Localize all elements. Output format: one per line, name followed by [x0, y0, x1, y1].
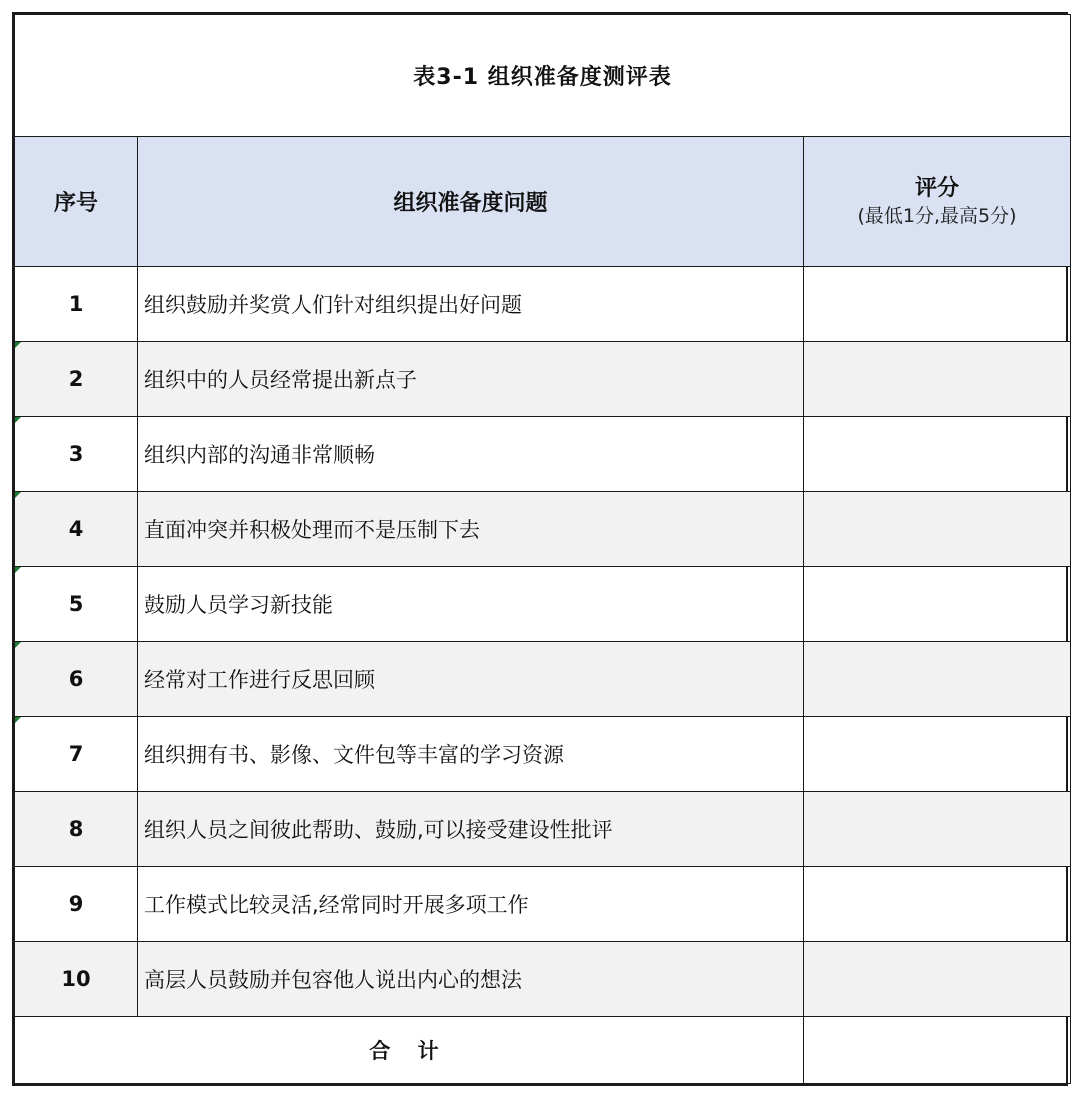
row-index: 7 — [68, 742, 84, 766]
table-row — [15, 867, 1071, 942]
row-index-cell — [15, 717, 138, 792]
header-score-label: 评分 — [914, 175, 959, 201]
row-index-cell — [15, 492, 138, 567]
row-index-cell — [15, 567, 138, 642]
header-index: 序号 — [15, 137, 138, 267]
row-index: 3 — [68, 442, 84, 466]
row-index: 9 — [15, 867, 138, 942]
row-question: 直面冲突并积极处理而不是压制下去 — [138, 492, 804, 567]
total-row — [15, 1017, 1071, 1084]
table-row — [15, 642, 1071, 717]
assessment-table-sheet — [12, 12, 1068, 1086]
row-score-cell[interactable] — [804, 267, 1071, 342]
cell-marker-icon — [15, 342, 21, 348]
table-row — [15, 567, 1071, 642]
assessment-table — [14, 14, 1071, 1084]
row-question: 组织拥有书、影像、文件包等丰富的学习资源 — [138, 717, 804, 792]
header-score-range: (最低1分,最高5分) — [857, 204, 1017, 227]
cell-marker-icon — [15, 492, 21, 498]
title-row — [15, 15, 1071, 137]
row-index-cell — [15, 342, 138, 417]
row-index: 10 — [15, 942, 138, 1017]
table-row — [15, 717, 1071, 792]
row-question: 鼓励人员学习新技能 — [138, 567, 804, 642]
table-row — [15, 417, 1071, 492]
table-title: 表3-1 组织准备度测评表 — [15, 15, 1071, 137]
table-row — [15, 492, 1071, 567]
row-index-cell — [15, 417, 138, 492]
row-question: 组织人员之间彼此帮助、鼓励,可以接受建设性批评 — [138, 792, 804, 867]
header-row — [15, 137, 1071, 267]
row-question: 工作模式比较灵活,经常同时开展多项工作 — [138, 867, 804, 942]
row-index: 2 — [68, 367, 84, 391]
row-score-cell[interactable] — [804, 417, 1071, 492]
row-score-cell[interactable] — [804, 867, 1071, 942]
cell-marker-icon — [15, 642, 21, 648]
row-index: 8 — [15, 792, 138, 867]
row-question: 组织鼓励并奖赏人们针对组织提出好问题 — [138, 267, 804, 342]
row-score-cell[interactable] — [804, 942, 1071, 1017]
row-index-cell — [15, 642, 138, 717]
row-question: 经常对工作进行反思回顾 — [138, 642, 804, 717]
cell-marker-icon — [15, 717, 21, 723]
total-label: 合 计 — [15, 1017, 804, 1084]
row-index: 6 — [68, 667, 84, 691]
table-row — [15, 342, 1071, 417]
row-question: 高层人员鼓励并包容他人说出内心的想法 — [138, 942, 804, 1017]
row-index: 4 — [68, 517, 84, 541]
table-row — [15, 942, 1071, 1017]
row-score-cell[interactable] — [804, 567, 1071, 642]
row-question: 组织中的人员经常提出新点子 — [138, 342, 804, 417]
row-index: 5 — [68, 592, 84, 616]
header-score — [804, 137, 1071, 267]
row-score-cell[interactable] — [804, 642, 1071, 717]
cell-marker-icon — [15, 567, 21, 573]
row-score-cell[interactable] — [804, 717, 1071, 792]
cell-marker-icon — [15, 417, 21, 423]
row-question: 组织内部的沟通非常顺畅 — [138, 417, 804, 492]
row-score-cell[interactable] — [804, 792, 1071, 867]
total-score-cell[interactable] — [804, 1017, 1071, 1084]
row-score-cell[interactable] — [804, 492, 1071, 567]
table-row — [15, 792, 1071, 867]
table-row — [15, 267, 1071, 342]
row-index: 1 — [15, 267, 138, 342]
header-question: 组织准备度问题 — [138, 137, 804, 267]
row-score-cell[interactable] — [804, 342, 1071, 417]
